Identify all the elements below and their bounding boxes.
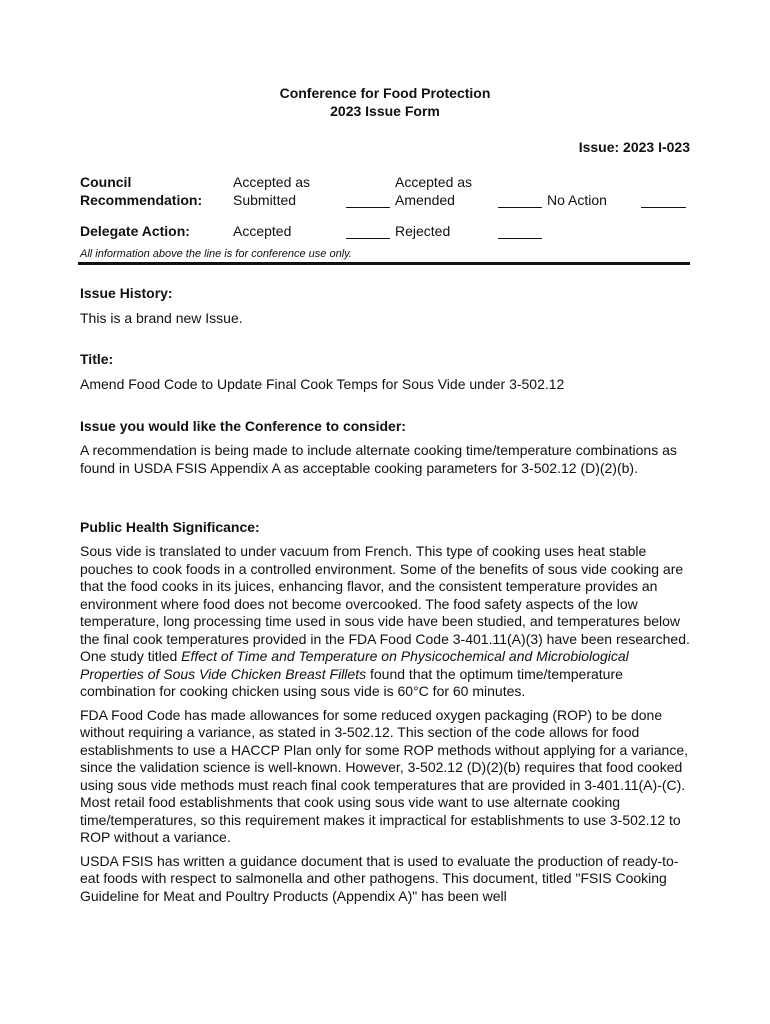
divider-line xyxy=(78,262,690,265)
option-rejected: Rejected xyxy=(395,223,451,239)
study-title: Effect of Time and Temperature on Physicochemical and Microbiological Properties of Sous Vide Chicken Breast Fillets xyxy=(80,648,629,682)
form-title: 2023 Issue Form xyxy=(330,103,440,119)
public-health-section xyxy=(80,518,692,905)
consider-heading: Issue you would like the Conference to consider: xyxy=(80,418,406,434)
blank-accepted[interactable] xyxy=(346,238,390,239)
issue-history-section xyxy=(80,284,692,328)
issue-history-heading: Issue History: xyxy=(80,285,173,301)
council-recommendation-label: Council Recommendation: xyxy=(80,174,203,208)
form-header xyxy=(0,84,770,120)
issue-history-text: This is a brand new Issue. xyxy=(80,310,243,326)
issue-number: Issue: 2023 I-023 xyxy=(578,139,690,155)
title-heading: Title: xyxy=(80,351,114,367)
public-health-heading: Public Health Significance: xyxy=(80,519,260,535)
consider-section xyxy=(80,417,692,477)
delegate-action-label: Delegate Action: xyxy=(80,223,190,239)
title-section xyxy=(80,350,692,394)
title-text: Amend Food Code to Update Final Cook Temps for Sous Vide under 3-502.12 xyxy=(80,376,565,392)
blank-no-action[interactable] xyxy=(641,207,686,208)
option-no-action: No Action xyxy=(547,192,607,208)
blank-accepted-as-submitted[interactable] xyxy=(346,207,390,208)
option-accepted-as-amended: Accepted as Amended xyxy=(395,174,473,208)
blank-rejected[interactable] xyxy=(498,238,542,239)
conference-use-note: All information above the line is for conference use only. xyxy=(80,248,352,260)
public-health-paragraph-1: Sous vide is translated to under vacuum from French. This type of cooking uses heat stable pouches to cook foods in a controlled environment. Some of the benefits of sous vide cooking are that the food cooks in its juices, enhancing flavor, and the consistent temperature provides an environment where food does not become overcooked. The food safety aspects of the low temperature, long processing time used in sous vide have been studied, and temperatures below the final cook temperatures provided in the FDA Food Code 3-401.11(A)(3) have been researched. One study titled Effect of Time and Temperature on Physicochemical and Microbiological Properties of Sous Vide Chicken Breast Fillets found that the optimum time/temperature combination for cooking chicken using sous vide is 60°C for 60 minutes. xyxy=(80,543,690,699)
conference-title: Conference for Food Protection xyxy=(279,85,491,101)
option-accepted: Accepted xyxy=(233,223,292,239)
blank-accepted-as-amended[interactable] xyxy=(498,207,542,208)
public-health-paragraph-2: FDA Food Code has made allowances for some reduced oxygen packaging (ROP) to be done without requiring a variance, as stated in 3-502.12. This section of the code allows for food establishments to use a HACCP Plan only for some ROP methods without applying for a variance, since the validation science is well-known. However, 3-502.12 (D)(2)(b) requires that food cooked using sous vide methods must reach final cook temperatures that are provided in 3-401.11(A)-(C). Most retail food establishments that cook using sous vide want to use alternate cooking time/temperatures, so this requirement makes it impractical for establishments to use 3-502.12 to ROP without a variance. xyxy=(80,706,689,845)
option-accepted-as-submitted: Accepted as Submitted xyxy=(233,174,311,208)
consider-text: A recommendation is being made to include alternate cooking time/temperature combinations as found in USDA FSIS Appendix A as acceptable cooking parameters for 3-502.12 (D)(2)(b). xyxy=(80,442,677,476)
public-health-paragraph-3: USDA FSIS has written a guidance document that is used to evaluate the production of ready-to-eat foods with respect to salmonella and other pathogens. This document, titled "FSIS Cooking Guideline for Meat and Poultry Products (Appendix A)" has been well xyxy=(80,852,679,904)
